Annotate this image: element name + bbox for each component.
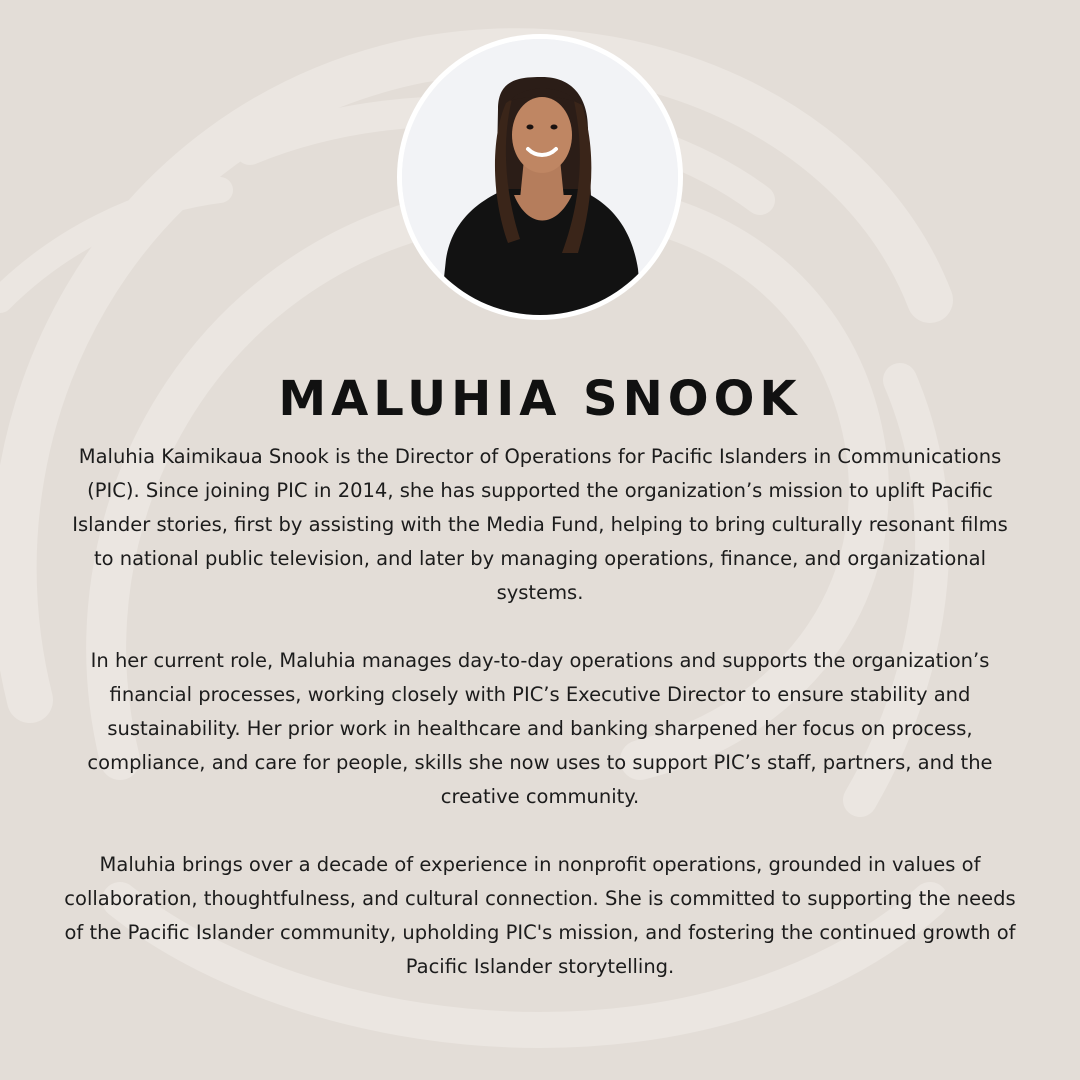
profile-photo — [402, 39, 678, 315]
bio-paragraph: Maluhia Kaimikaua Snook is the Director of Operations for Pacific Islanders in Communications (PIC). Since joining PIC in 2014, she has supported the organization’s mission to uplift Pacific Islander stories, first by assisting with the Media Fund, helping to bring culturally resonant films to national public television, and later by managing operations, finance, and organizational systems. — [72, 445, 1008, 604]
profile-photo-frame — [397, 34, 683, 320]
person-portrait-icon — [402, 39, 678, 315]
bio-paragraph: In her current role, Maluhia manages day-to-day operations and supports the organization’s financial processes, working closely with PIC’s Executive Director to ensure stability and sustainability. Her prior work in healthcare and banking sharpened her focus on process, compliance, and care for people, skills she now uses to support PIC’s staff, partners, and the creative community. — [87, 649, 993, 808]
profile-name: MALUHIA SNOOK — [278, 371, 802, 427]
bio-text — [60, 440, 1020, 1018]
bio-paragraph: Maluhia brings over a decade of experience in nonprofit operations, grounded in values of collaboration, thoughtfulness, and cultural connection. She is committed to supporting the needs of the Pacific Islander community, upholding PIC's mission, and fostering the continued growth of Pacific Islander storytelling. — [64, 853, 1016, 978]
